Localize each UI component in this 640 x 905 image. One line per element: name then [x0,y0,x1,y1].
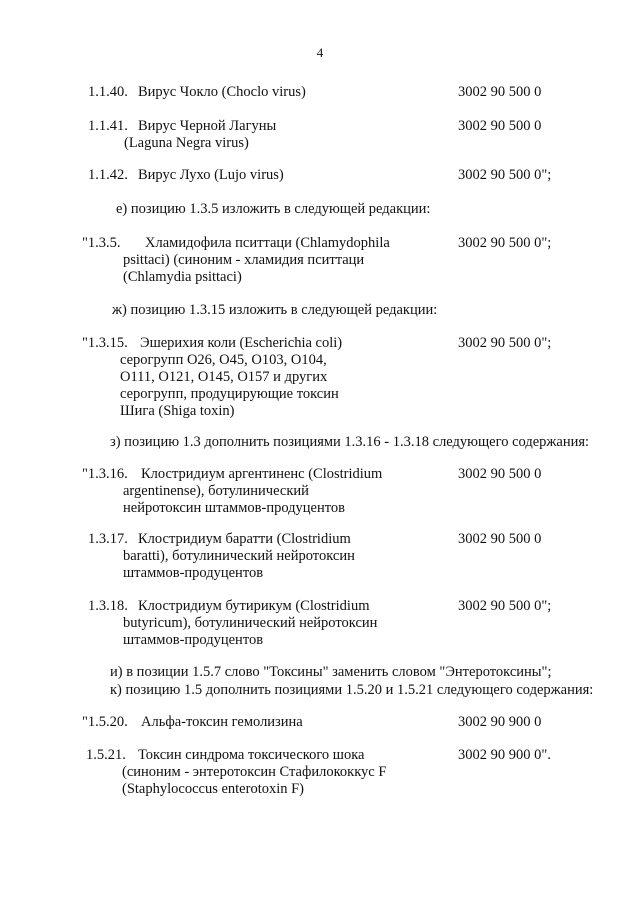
entry-number: "1.5.20. [82,714,128,730]
page-number: 4 [316,45,324,60]
entry-text [138,167,284,184]
entry-text-line: (Staphylococcus enterotoxin F) [122,781,305,797]
entry-number: 1.5.21. [86,747,126,763]
instruction-k: к) позицию 1.5 дополнить позициями 1.5.20 и 1.5.21 следующего содержания: [110,682,594,698]
entry-text-line: нейротоксин штаммов-продуцентов [123,500,345,516]
entry-code: 3002 90 500 0"; [458,167,552,183]
entry-text-line: (синоним - энтеротоксин Стафилококкус F [122,764,387,780]
entry-text-line: штаммов-продуцентов [123,632,264,648]
instruction-e: е) позицию 1.3.5 изложить в следующей редакции: [116,201,431,217]
entry-code: 3002 90 900 0 [458,714,542,730]
entry-text [123,466,383,517]
entry-text [120,335,343,420]
entry-text-line: psittaci) (синоним - хламидия пситтаци [123,252,365,268]
entry-code: 3002 90 500 0 [458,531,542,547]
entry-text [124,118,277,152]
entry-text-line: Вирус Черной Лагуны [138,118,277,134]
entry-text-line: Вирус Лухо (Lujo virus) [138,167,284,183]
entry-text-line: Клостридиум бутирикум (Clostridium [138,598,370,614]
entry-code: 3002 90 500 0"; [458,235,552,251]
entry-number: 1.3.18. [88,598,128,614]
entry-text-line: (Chlamydia psittaci) [123,269,242,285]
entry-number: 1.3.17. [88,531,128,547]
entry-text [138,84,306,101]
entry-text-line: baratti), ботулинический нейротоксин [123,548,355,564]
entry-code: 3002 90 500 0"; [458,598,552,614]
entry-text-line: Клостридиум баратти (Clostridium [138,531,351,547]
entry-text [123,235,390,286]
entry-text-line: Вирус Чокло (Choclo virus) [138,84,306,100]
entry-text-line: argentinense), ботулинический [123,483,309,499]
instruction-zh: ж) позицию 1.3.15 изложить в следующей редакции: [112,302,438,318]
entry-number: "1.3.5. [82,235,121,251]
entry-code: 3002 90 500 0"; [458,335,552,351]
entry-text-line: О111, О121, О145, О157 и других [120,369,328,385]
instruction-z: з) позицию 1.3 дополнить позициями 1.3.16 - 1.3.18 следующего содержания: [110,434,590,450]
entry-number: 1.1.41. [88,118,128,134]
entry-number: "1.3.16. [82,466,128,482]
entry-text-line: butyricum), ботулинический нейротоксин [123,615,378,631]
entry-text [141,714,303,731]
instruction-i: и) в позиции 1.5.7 слово "Токсины" заменить словом "Энтеротоксины"; [110,664,552,680]
entry-text-line: Клостридиум аргентиненс (Clostridium [141,466,383,482]
entry-text-line: Альфа-токсин гемолизина [141,714,303,730]
entry-code: 3002 90 500 0 [458,118,542,134]
entry-text-line: штаммов-продуцентов [123,565,264,581]
entry-text-line: серогрупп, продуцирующие токсин [120,386,339,402]
entry-number: "1.3.15. [82,335,128,351]
entry-code: 3002 90 500 0 [458,466,542,482]
entry-text-line: Хламидофила пситтаци (Chlamydophila [145,235,390,251]
entry-text [123,598,378,649]
entry-text-line: (Laguna Negra virus) [124,135,249,151]
entry-code: 3002 90 500 0 [458,84,542,100]
entry-text-line: Шига (Shiga toxin) [120,403,235,419]
entry-number: 1.1.40. [88,84,128,100]
entry-text-line: серогрупп О26, О45, О103, О104, [120,352,327,368]
entry-text-line: Эшерихия коли (Escherichia coli) [140,335,343,351]
entry-code: 3002 90 900 0". [458,747,551,763]
entry-text-line: Токсин синдрома токсического шока [138,747,365,763]
entry-text [122,747,387,798]
entry-text [123,531,355,582]
entry-number: 1.1.42. [88,167,128,183]
